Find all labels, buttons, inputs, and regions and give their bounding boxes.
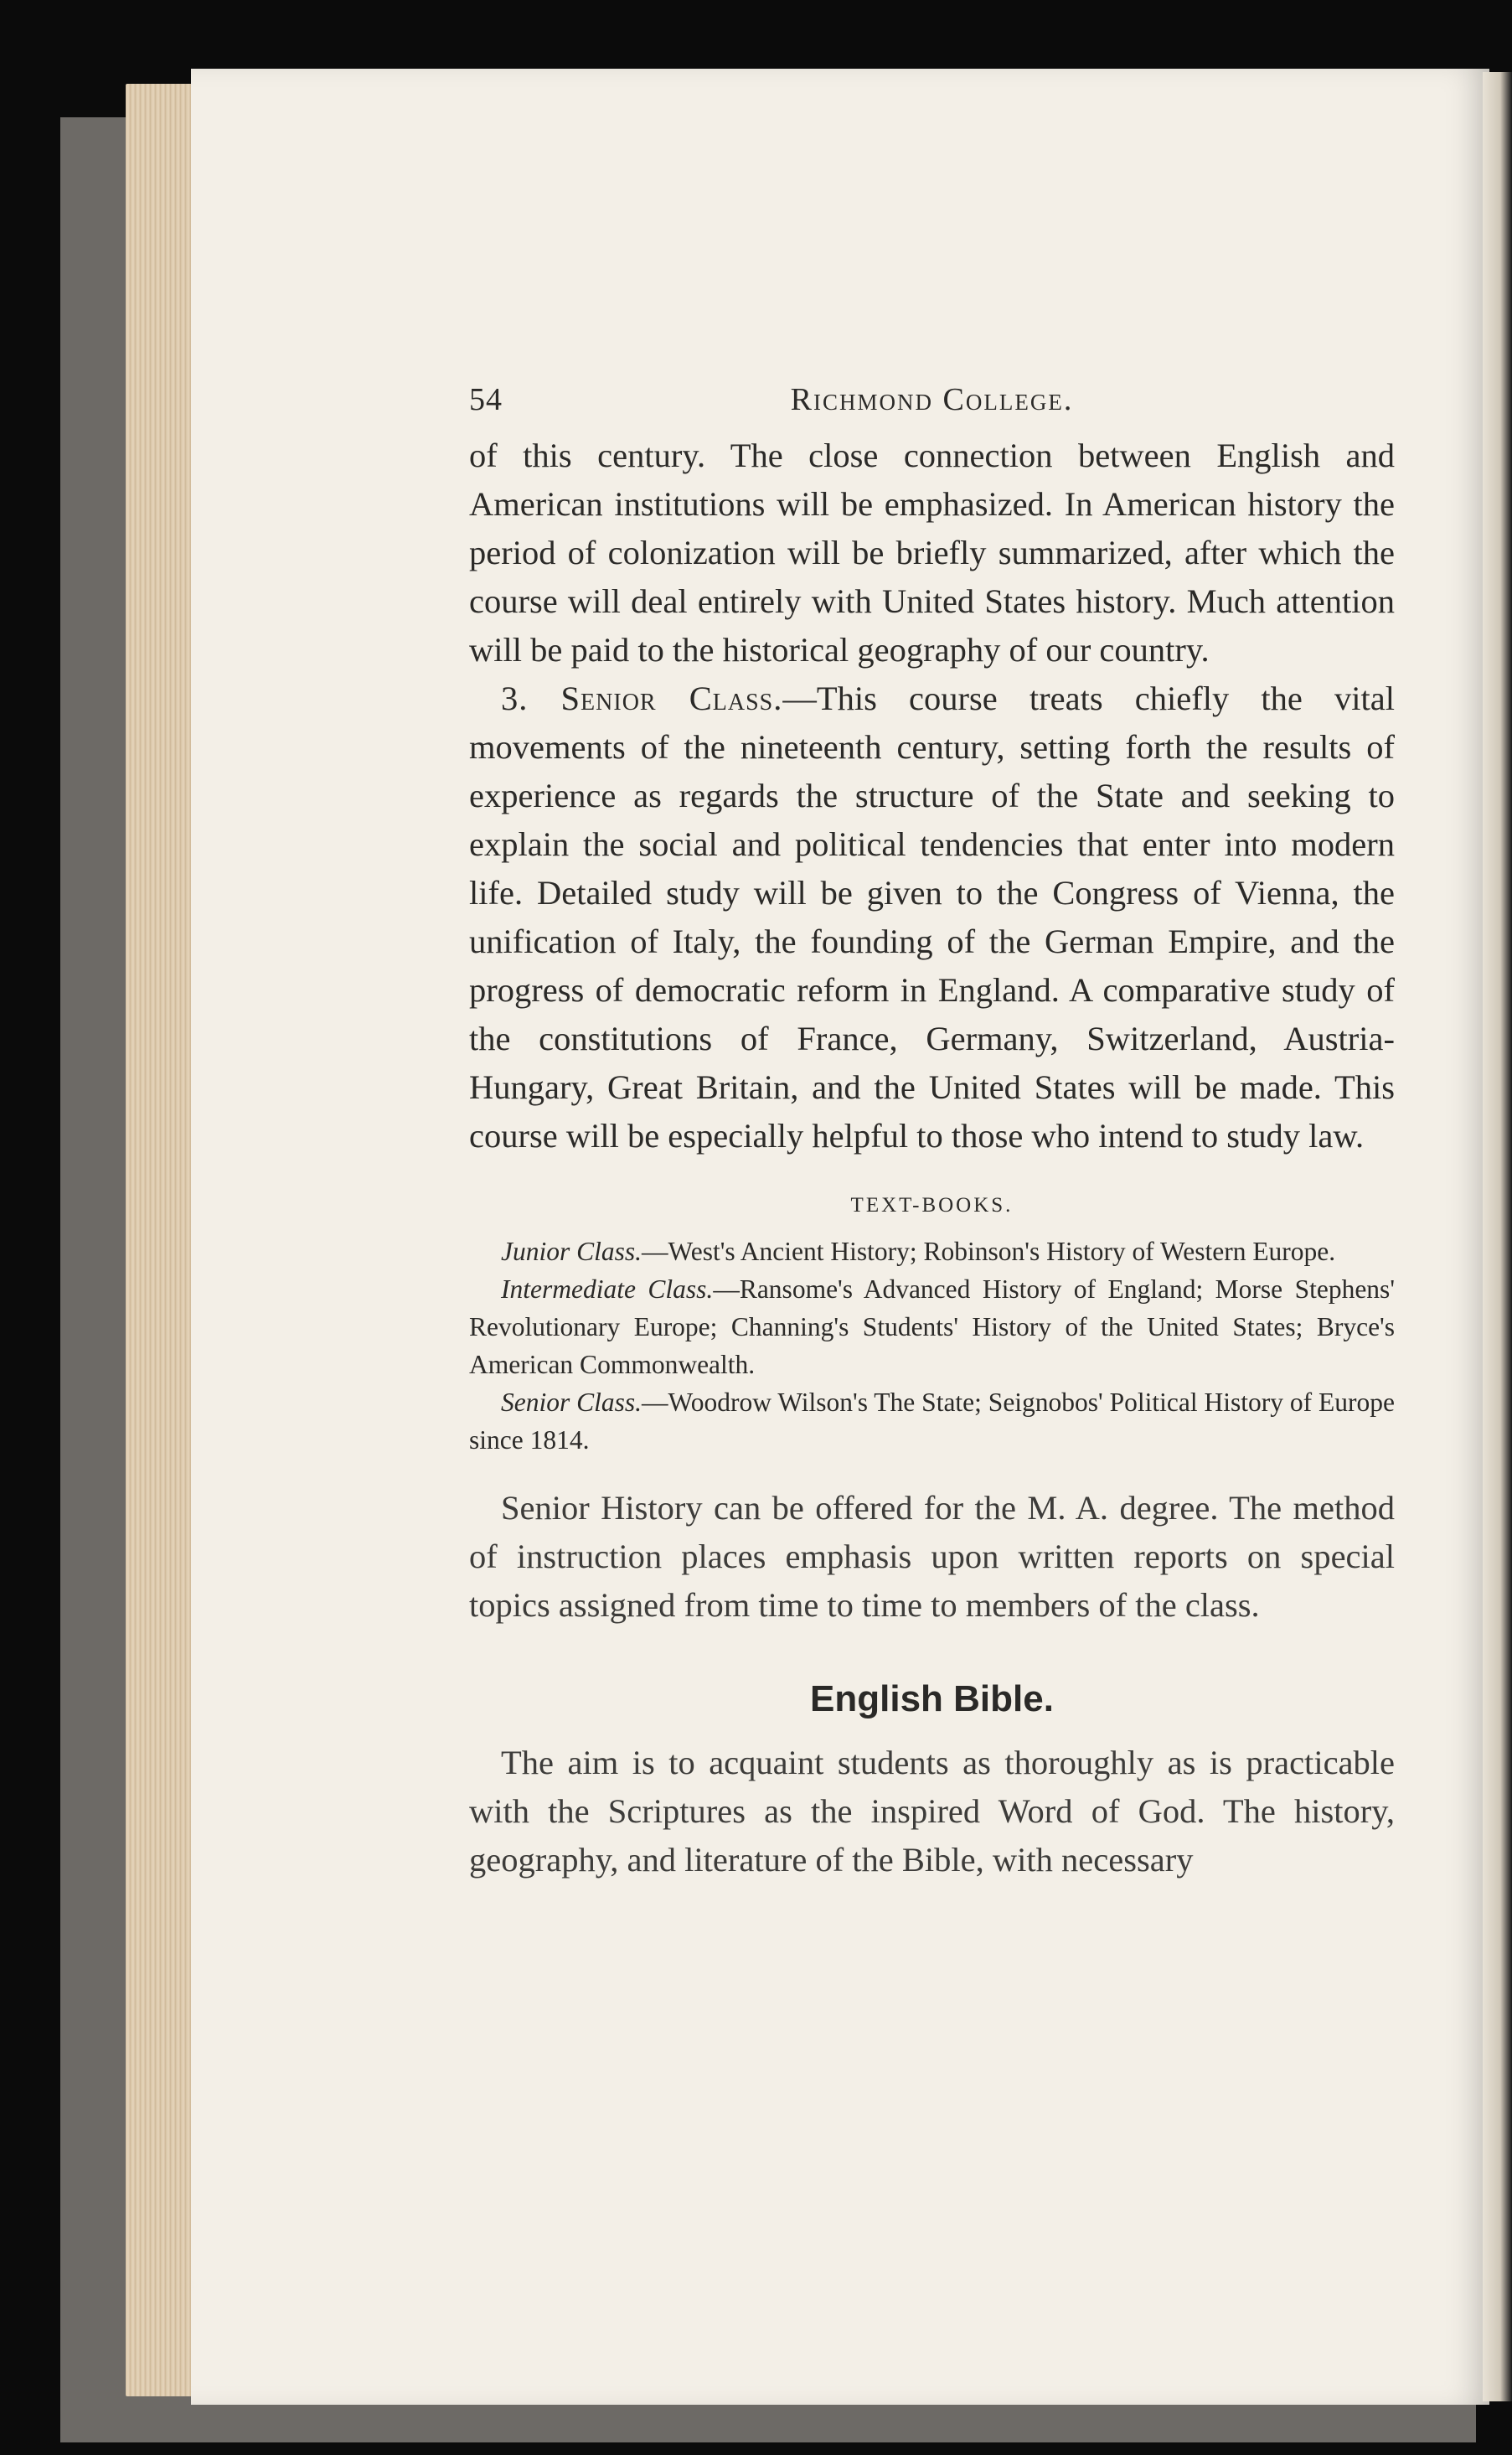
ma-degree-note: Senior History can be offered for the M. A. degree. The method of instruction places emphasis upon written reports on special topics assigned from time to time to members of the class. bbox=[469, 1489, 1395, 1624]
page-gutter bbox=[1483, 72, 1512, 2401]
section-heading-english-bible: English Bible. bbox=[810, 1678, 1054, 1719]
textbook-class-label: Senior Class. bbox=[501, 1388, 642, 1417]
textbook-list: —Woodrow Wilson's The State; Seignobos' Political History of Europe since 1814. bbox=[469, 1388, 1395, 1455]
textbook-list: —Ransome's Advanced History of England; Morse Stephens' Revolutionary Europe; Channing's Students' History of the United States; Bryce's American Commonwealth. bbox=[469, 1274, 1395, 1379]
textbook-entry-senior bbox=[469, 1383, 1395, 1459]
running-head bbox=[469, 373, 1395, 432]
textbooks-heading: TEXT-BOOKS. bbox=[850, 1194, 1014, 1217]
running-head-title: Richmond College. bbox=[790, 382, 1074, 417]
paragraph-senior-class bbox=[469, 674, 1395, 1160]
textbook-entry-intermediate bbox=[469, 1270, 1395, 1383]
textbook-entry-junior bbox=[469, 1233, 1395, 1270]
paragraph-continuation: of this century. The close connection between English and American institutions will be emphasized. In American history the period of colonization will be briefly summarized, after which the course will deal entirely with United States history. Much attention will be paid to the historical geography of our country. bbox=[469, 437, 1395, 669]
senior-class-lead: 3. Senior Class. bbox=[501, 680, 783, 717]
senior-class-text: —This course treats chiefly the vital movements of the nineteenth century, setting forth the results of experience as regards the structure of the State and seeking to explain the social and political tendencies that enter into modern life. Detailed study will be given to the Congress of Vienna, the unification of Italy, the founding of the German Empire, and the progress of democratic reform in England. A comparative study of the constitutions of France, Germany, Switzerland, Austria-Hungary, Great Britain, and the United States will be made. This course will be especially helpful to those who intend to study law. bbox=[469, 680, 1395, 1155]
textbook-class-label: Junior Class. bbox=[501, 1237, 642, 1266]
textbook-class-label: Intermediate Class. bbox=[501, 1274, 714, 1304]
page-content bbox=[469, 373, 1395, 1884]
page-number: 54 bbox=[469, 382, 503, 417]
english-bible-paragraph: The aim is to acquaint students as thoroughly as is practicable with the Scriptures as the inspired Word of God. The history, geography, and literature of the Bible, with necessary bbox=[469, 1744, 1395, 1879]
textbook-list: —West's Ancient History; Robinson's History of Western Europe. bbox=[642, 1237, 1336, 1266]
